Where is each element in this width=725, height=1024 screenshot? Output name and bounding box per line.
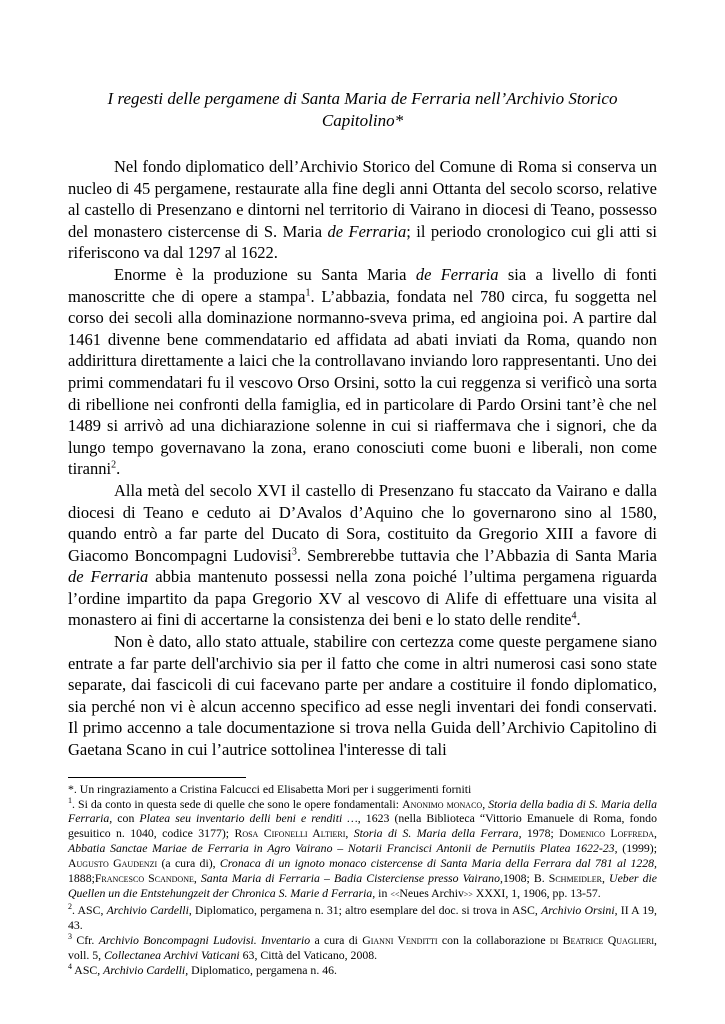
footnote-3 [68, 933, 657, 963]
text-run: , [345, 826, 354, 841]
author-name: Schmeidler [548, 871, 603, 886]
document-body [68, 156, 657, 761]
text-run: (a cura di), [157, 856, 220, 871]
text-run: 1888; [68, 871, 95, 886]
text-run: 63, Città del Vaticano, 2008. [239, 947, 378, 962]
work-title: Storia di S. Maria della Ferrara, [353, 826, 522, 841]
text-run: . Si da conto in questa sede di quelle che sono le opere fondamentali: [72, 796, 403, 811]
author-name: Francesco Scandone [94, 871, 194, 886]
footnote-number: 3 [68, 931, 72, 941]
work-title: Archivio Cardelli [103, 962, 186, 977]
text-run: , [602, 871, 610, 886]
text-run: abbia mantenuto possessi nella zona poiché l’ultima pergamena riguarda l’ordine impartito da papa Gregorio XV al vescovo di Alife di effettuare una visita al monastero ai fini di accertarne la consistenza dei beni e lo stato delle rendite [68, 567, 657, 630]
text-run: . [576, 610, 581, 630]
work-title: Collectanea Archivi Vaticani [104, 947, 240, 962]
italic-run: de Ferraria [68, 567, 149, 587]
work-title: Abbatia Sanctae Mariae de Ferraria in Agro Vairano – Notarii Francisci Antonii de Pernutiis Platea 1622-23 [68, 841, 615, 856]
author-name: Augusto Gaudenzi [68, 856, 158, 871]
text-run: , [482, 796, 489, 811]
footnote-2 [68, 903, 657, 933]
footnote-number: 4 [68, 961, 72, 971]
paragraph-1 [68, 156, 657, 264]
work-title: Cronaca di un ignoto monaco cistercense di Santa Maria della Ferrara dal 781 al 1228, [219, 856, 657, 871]
text-run: Neues Archiv [399, 885, 464, 900]
text-run: con la collaborazione [437, 932, 550, 947]
paragraph-3 [68, 480, 657, 631]
text-run: sia a livello di fonti manoscritte che di opere a stampa [68, 264, 658, 306]
text-run: , (1999); [614, 841, 657, 856]
text-run: , Diplomatico, pergamena n. 31; altro esemplare del doc. si trova in ASC, [188, 902, 542, 917]
work-title: Platea seu inventario delli beni e renditi … [139, 811, 358, 826]
work-title: Archivio Cardelli [106, 902, 189, 917]
work-title: Ueber die Quellen un die Entstehungzeit der Chronica S. Marie d Ferraria, [68, 871, 658, 900]
guillemet-close: >> [463, 889, 473, 899]
footnote-ref-1[interactable]: 1 [305, 287, 311, 299]
text-run: XXXI, 1, 1906, pp. 13-57. [472, 885, 601, 900]
work-title: Santa Maria di Ferraria – Badia Cisterciense presso Vairano, [200, 871, 503, 886]
text-run: ASC, [72, 962, 104, 977]
text-run: , voll. 5, [68, 932, 657, 962]
text-run: , 1623 (nella Biblioteca “Vittorio Emanuele di Roma, fondo gesuitico n. 1040, codice 3177); [68, 811, 657, 841]
text-run: , [193, 871, 201, 886]
text-run: Nel fondo diplomatico dell’Archivio Storico del Comune di Roma si conserva un nucleo di 45 pergamene, restaurate alla fine degli anni Ottanta del secolo scorso, relative al castello di Presenzano e dintorni nel territorio di Vairano in diocesi di Teano, possesso del monastero cistercense di S. Maria [68, 157, 657, 241]
author-name: Rosa Cifonelli Altieri [234, 826, 346, 841]
text-run: con [112, 811, 140, 826]
footnote-separator [68, 777, 246, 778]
text-run: Enorme è la produzione su Santa Maria [114, 264, 416, 284]
text-run: 1978; [521, 826, 560, 841]
footnote-star: *. Un ringraziamento a Cristina Falcucci ed Elisabetta Mori per i suggerimenti forniti [68, 781, 472, 796]
author-name: Anonimo monaco [402, 796, 483, 811]
footnote-ref-4[interactable]: 4 [571, 610, 577, 622]
text-run: . Sembrerebbe tuttavia che l’Abbazia di Santa Maria [296, 545, 657, 565]
document-title: I regesti delle pergamene di Santa Maria de Ferraria nell’Archivio Storico Capitolino* [107, 89, 618, 130]
work-title: Storia della badia di S. Maria della Ferraria, [68, 796, 657, 826]
text-run: . L’abbazia, fondata nel 780 circa, fu soggetta nel corso dei secoli alla dominazione normanno-sveva prima, ed angioina poi. A partire dal 1461 divenne bene commendatario ed affidata ad abati inviati da Roma, quando non addirittura direttamente a laici che la controllavano inviando loro rappresentanti. Uno dei primi commendatari fu il vescovo Orso Orsini, sotto la cui reggenza si verificò una sorta di ribellione nei confronti della famiglia, ed in particolare di Pardo Orsini tant’è che nel 1489 si arrivò ad una dichiarazione solenne in cui si riaffermava che i signori, che da lungo tempo governavano la zona, erano conosciuti come buoni e liberali, non come tiranni [68, 286, 658, 479]
footnote-4 [68, 963, 657, 978]
footnote-number: 1 [68, 795, 72, 805]
text-run: , II A 19, 43. [68, 902, 657, 932]
text-run: 1908; B. [502, 871, 549, 886]
footnote-ref-2[interactable]: 2 [111, 459, 117, 471]
italic-run: de Ferraria [415, 264, 499, 284]
text-run: , [654, 826, 657, 841]
text-run: Cfr. [72, 932, 99, 947]
text-run: Alla metà del secolo XVI il castello di Presenzano fu staccato da Vairano e dalla diocesi di Teano e ceduto ai D’Avalos d’Aquino che lo governarono sino al 1580, quando entrò a far parte del Ducato di Sora, costituito da Gregorio XIII a favore di Giacomo Boncompagni Ludovisi [68, 480, 657, 565]
footnote-1 [68, 797, 657, 903]
text-run: in [375, 885, 391, 900]
work-title: Archivio Orsini [541, 902, 615, 917]
footnote-ref-3[interactable]: 3 [291, 546, 297, 558]
text-run: , Diplomatico, pergamena n. 46. [185, 962, 337, 977]
author-name: Domenico Loffreda [559, 826, 655, 841]
text-run: ; il periodo cronologico cui gli atti si riferiscono va dal 1297 al 1622. [68, 221, 658, 263]
italic-run: de Ferraria [327, 221, 407, 241]
footnote-number: 2 [68, 901, 72, 911]
text-run: . ASC, [72, 902, 107, 917]
footnotes [68, 782, 657, 978]
work-title: Archivio Boncompagni Ludovisi. Inventario [98, 932, 311, 947]
text-run: a cura di [310, 932, 363, 947]
paragraph-2 [68, 264, 657, 480]
paragraph-4: Non è dato, allo stato attuale, stabilire con certezza come queste pergamene siano entrate a far parte dell'archivio sia per il fatto che come in altri numerosi casi sono state separate, dai fascicoli di cui facevano parte per andare a costituire il fondo diplomatico, sia perché non vi è alcun accenno specifico ad esse negli inventari dei fondi conservati. Il primo accenno a tale documentazione si trova nella Guida dell’Archivio Capitolino di Gaetana Scano in cui l’autrice sottolinea l'interesse di tali [68, 632, 657, 760]
author-name: di Beatrice Quaglieri [549, 932, 655, 947]
author-name: Gianni Venditti [362, 932, 438, 947]
guillemet-open: << [390, 889, 400, 899]
text-run: . [116, 459, 121, 479]
